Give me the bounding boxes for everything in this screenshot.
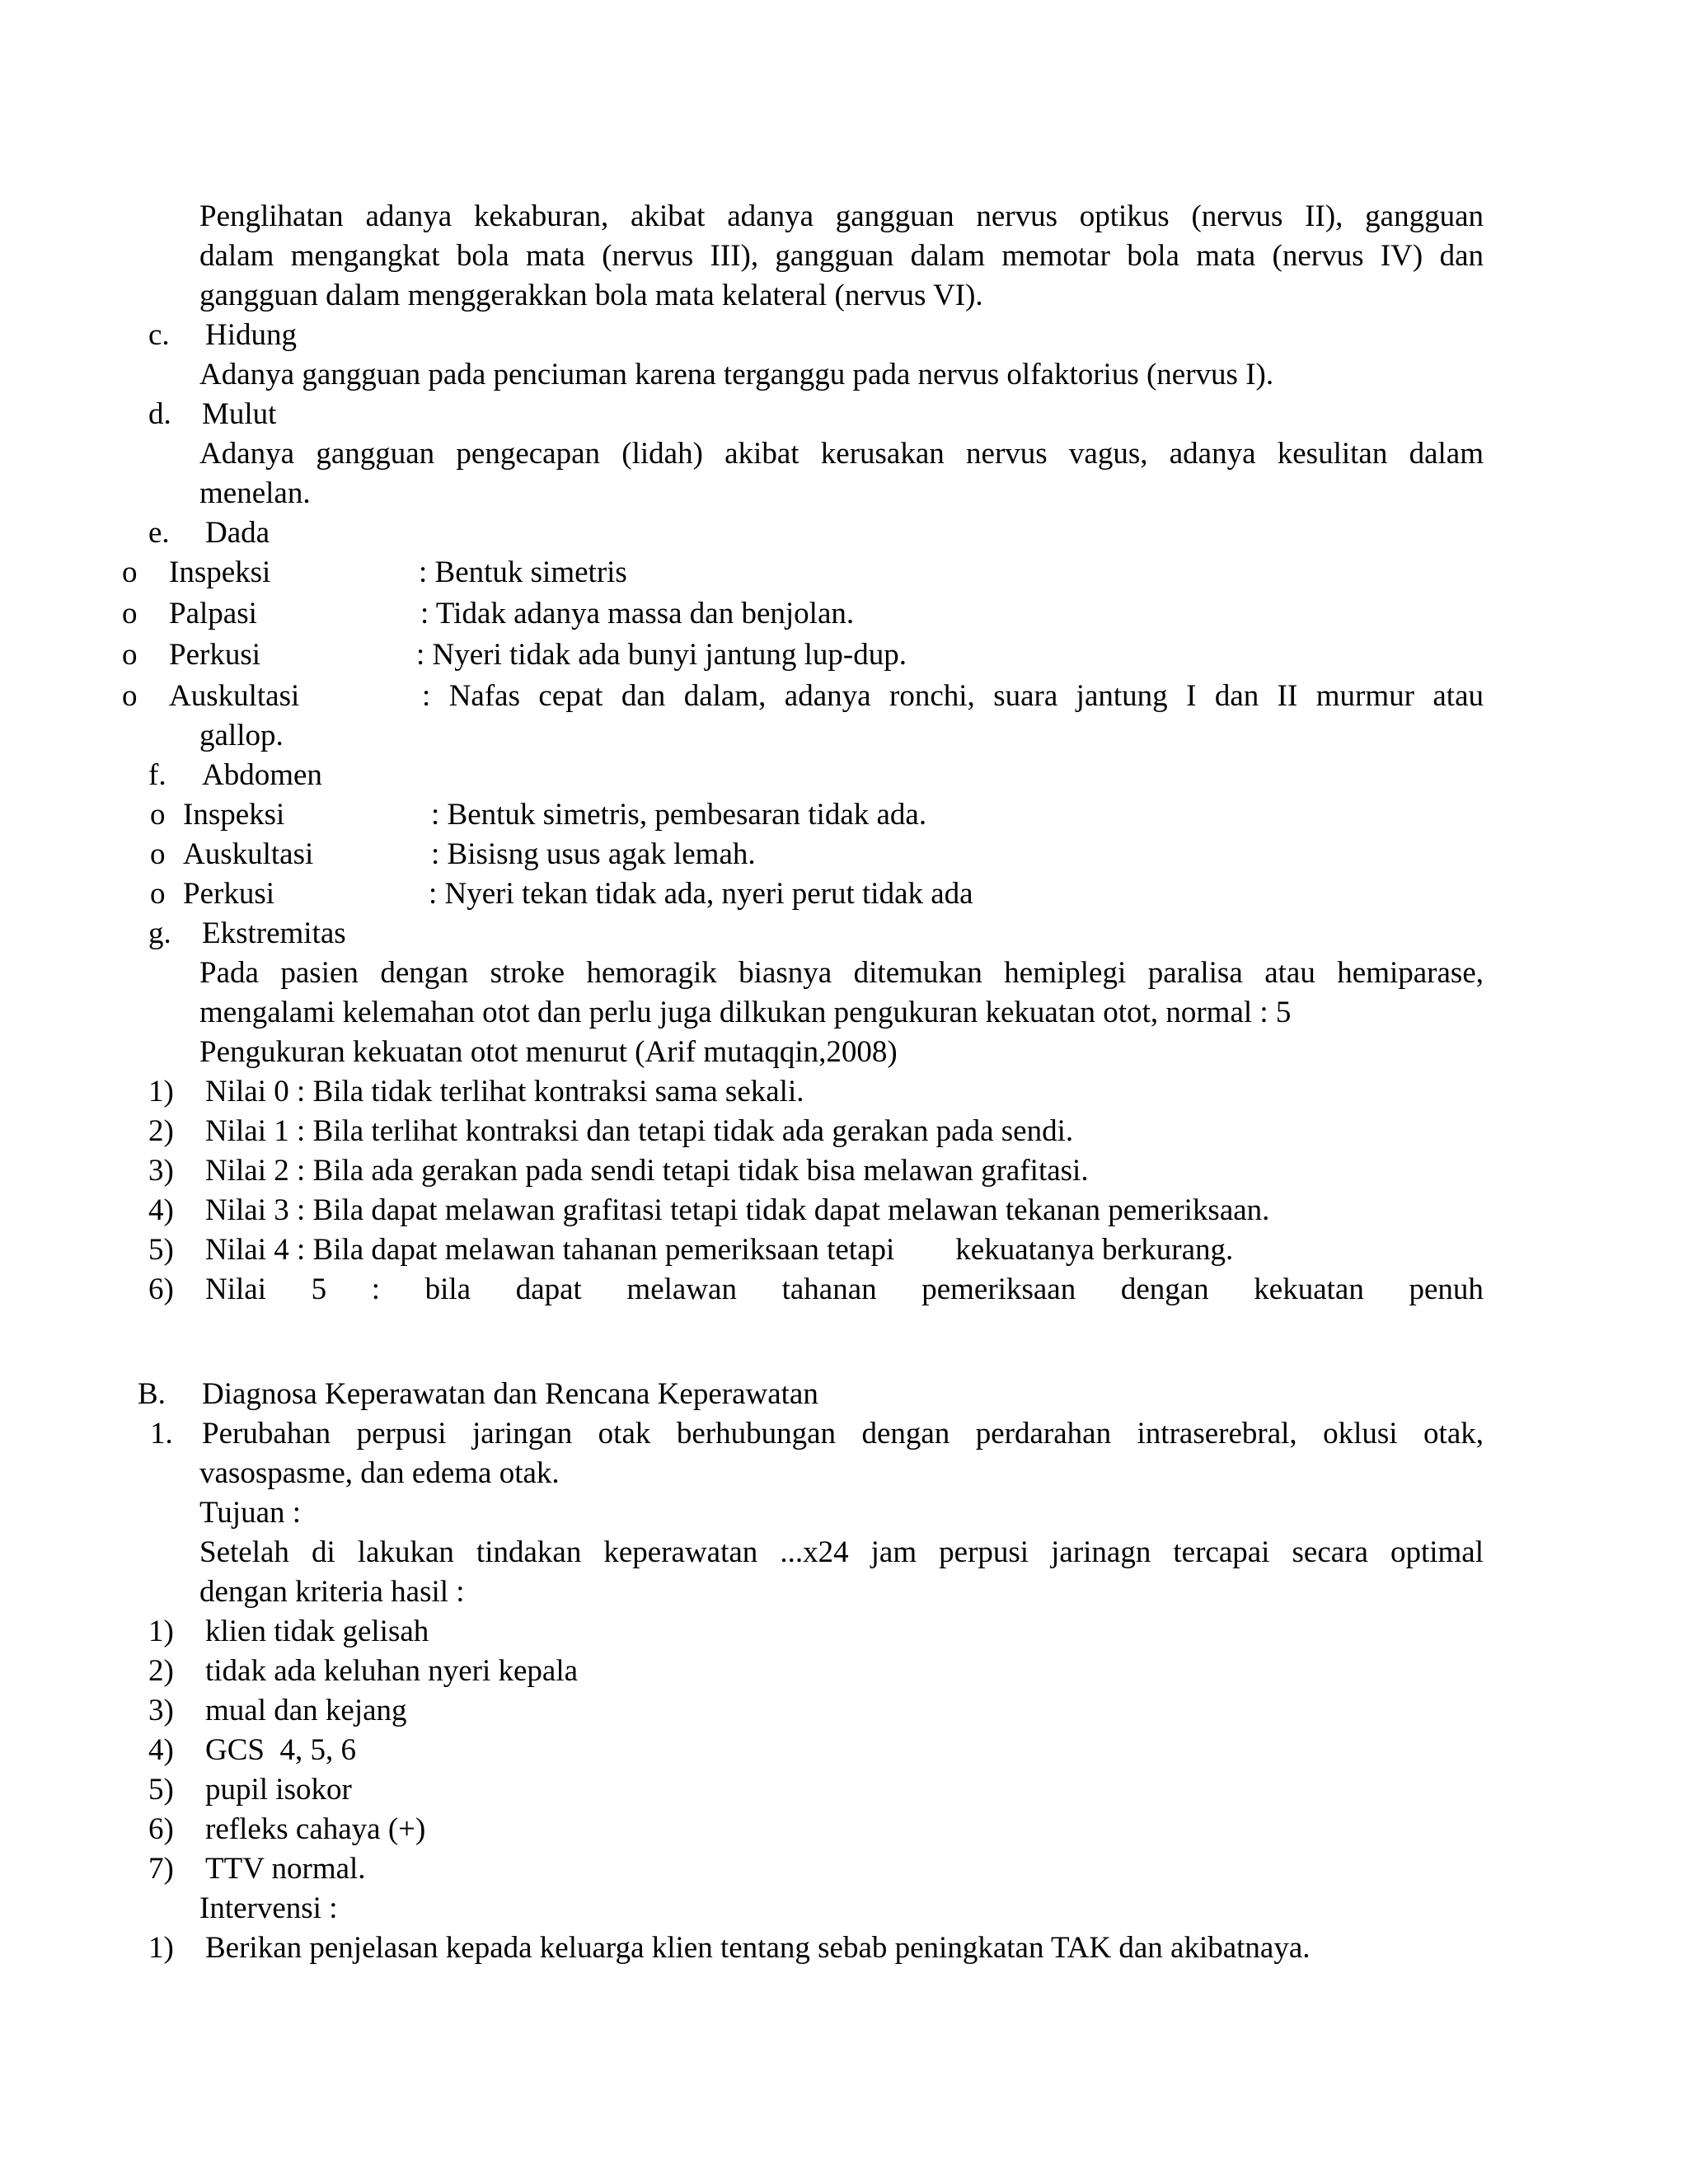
section-b-heading: Diagnosa Keperawatan dan Rencana Keperawatan [202, 1377, 818, 1411]
nilai-6-word: Nilai [205, 1272, 266, 1306]
bullet-icon: o [150, 798, 166, 832]
nilai-text: Nilai 3 : Bila dapat melawan grafitasi tetapi tidak dapat melawan tekanan pemeriksaan. [205, 1193, 1270, 1227]
mulut-line-2: menelan. [199, 476, 311, 510]
dada-item-label: Inspeksi [169, 555, 271, 589]
abdomen-item-value: : Nyeri tekan tidak ada, nyeri perut tidak ada [429, 877, 973, 911]
mulut-line-1: Adanya gangguan pengecapan (lidah) akibat kerusakan nervus vagus, adanya kesulitan dalam [199, 437, 1484, 471]
dada-item-label: Perkusi [169, 638, 260, 672]
abdomen-heading: Abdomen [202, 758, 322, 792]
nilai-text: Nilai 4 : Bila dapat melawan tahanan pemeriksaan tetapi kekuatanya berkurang. [205, 1233, 1234, 1267]
intervensi-label: Intervensi : [199, 1891, 338, 1925]
dada-item-value: : Tidak adanya massa dan benjolan. [420, 597, 855, 630]
abdomen-item-value: : Bentuk simetris, pembesaran tidak ada. [431, 798, 927, 832]
tujuan-line-2: dengan kriteria hasil : [199, 1575, 465, 1609]
bullet-icon: o [122, 679, 138, 713]
intervensi-num: 1) [148, 1931, 174, 1965]
dada-item-palpasi [0, 594, 1484, 634]
intervensi-text: Berikan penjelasan kepada keluarga klien tentang sebab peningkatan TAK dan akibatnaya. [205, 1931, 1311, 1965]
tujuan-line-1: Setelah di lakukan tindakan keperawatan ...x24 jam perpusi jarinagn tercapai secara optimal [199, 1535, 1484, 1569]
dx-1-line-1: Perubahan perpusi jaringan otak berhubungan dengan perdarahan intraserebral, oklusi otak, [202, 1417, 1484, 1451]
ekstremitas-line-2: mengalami kelemahan otot dan perlu juga dilkukan pengukuran kekuatan otot, normal : 5 [199, 996, 1292, 1029]
ekstremitas-line-3: Pengukuran kekuatan otot menurut (Arif mutaqqin,2008) [199, 1035, 898, 1069]
nilai-num: 3) [148, 1154, 174, 1188]
hidung-marker: c. [148, 318, 170, 352]
ekstremitas-marker: g. [148, 916, 171, 950]
nilai-num: 4) [148, 1193, 174, 1227]
kriteria-num: 3) [148, 1694, 174, 1727]
nilai-6-word: kekuatan [1254, 1272, 1364, 1306]
kriteria-num: 5) [148, 1773, 174, 1807]
kriteria-num: 2) [148, 1654, 174, 1688]
dada-item-label: Palpasi [169, 597, 257, 630]
kriteria-num: 4) [148, 1733, 174, 1767]
abdomen-item-inspeksi [0, 795, 1484, 835]
nilai-num: 1) [148, 1075, 174, 1108]
intro-line-2: dalam mengangkat bola mata (nervus III), gangguan dalam memotar bola mata (nervus IV) dan [199, 239, 1484, 273]
nilai-6-word: bila [424, 1272, 471, 1306]
nilai-text: Nilai 2 : Bila ada gerakan pada sendi tetapi tidak bisa melawan grafitasi. [205, 1154, 1089, 1188]
kriteria-num: 6) [148, 1812, 174, 1846]
nilai-6-word: dengan [1120, 1272, 1209, 1306]
abdomen-item-auskultasi [0, 835, 1484, 874]
bullet-icon: o [150, 837, 166, 871]
abdomen-item-value: : Bisisng usus agak lemah. [431, 837, 756, 871]
nilai-6-word: dapat [515, 1272, 582, 1306]
dada-item-value: : Bentuk simetris [419, 555, 627, 589]
kriteria-text: TTV normal. [205, 1852, 366, 1886]
nilai-num: 5) [148, 1233, 174, 1267]
ekstremitas-heading: Ekstremitas [202, 916, 346, 950]
nilai-6-word: penuh [1409, 1272, 1484, 1306]
nilai-6-word: tahanan [781, 1272, 877, 1306]
dx-1-line-2: vasospasme, dan edema otak. [199, 1456, 560, 1490]
nilai-6-word: pemeriksaan [921, 1272, 1076, 1306]
dada-item-inspeksi [0, 553, 1484, 593]
dada-marker: e. [148, 516, 170, 550]
dada-item-auskultasi [0, 677, 1484, 716]
intro-line-3: gangguan dalam menggerakkan bola mata kelateral (nervus VI). [199, 279, 983, 312]
nilai-6-word: melawan [626, 1272, 737, 1306]
bullet-icon: o [122, 638, 138, 672]
abdomen-item-perkusi [0, 874, 1484, 914]
nilai-6-word: 5 [311, 1272, 327, 1306]
intro-line-1: Penglihatan adanya kekaburan, akibat adanya gangguan nervus optikus (nervus II), gangguan [199, 199, 1484, 233]
dada-heading: Dada [205, 516, 270, 550]
bullet-icon: o [122, 597, 138, 630]
nilai-6-word: : [371, 1272, 380, 1306]
kriteria-text: tidak ada keluhan nyeri kepala [205, 1654, 579, 1688]
hidung-heading: Hidung [205, 318, 297, 352]
nilai-6-line [205, 1270, 1484, 1310]
kriteria-text: mual dan kejang [205, 1694, 407, 1727]
abdomen-item-label: Inspeksi [183, 798, 285, 832]
section-b-marker: B. [138, 1377, 166, 1411]
bullet-icon: o [122, 555, 138, 589]
tujuan-label: Tujuan : [199, 1496, 302, 1530]
hidung-text: Adanya gangguan pada penciuman karena terganggu pada nervus olfaktorius (nervus I). [199, 358, 1274, 391]
abdomen-marker: f. [148, 758, 166, 792]
kriteria-num: 7) [148, 1852, 174, 1886]
dx-1-num: 1. [150, 1417, 173, 1451]
nilai-text: Nilai 0 : Bila tidak terlihat kontraksi sama sekali. [205, 1075, 804, 1108]
kriteria-text: pupil isokor [205, 1773, 352, 1807]
kriteria-text: refleks cahaya (+) [205, 1812, 426, 1846]
kriteria-text: klien tidak gelisah [205, 1615, 429, 1648]
kriteria-num: 1) [148, 1615, 174, 1648]
dada-item-value: : Nafas cepat dan dalam, adanya ronchi, suara jantung I dan II murmur atau [422, 679, 1484, 713]
ekstremitas-line-1: Pada pasien dengan stroke hemoragik biasnya ditemukan hemiplegi paralisa atau hemiparase, [199, 956, 1484, 990]
bullet-icon: o [150, 877, 166, 911]
mulut-heading: Mulut [202, 397, 277, 431]
abdomen-item-label: Auskultasi [183, 837, 314, 871]
dada-item-label: Auskultasi [169, 679, 300, 713]
dada-item-auskultasi-cont: gallop. [199, 719, 284, 752]
abdomen-item-label: Perkusi [183, 877, 274, 911]
nilai-num: 2) [148, 1114, 174, 1148]
kriteria-text: GCS 4, 5, 6 [205, 1733, 356, 1767]
dada-item-perkusi [0, 635, 1484, 675]
mulut-marker: d. [148, 397, 171, 431]
nilai-text: Nilai 1 : Bila terlihat kontraksi dan tetapi tidak ada gerakan pada sendi. [205, 1114, 1074, 1148]
dada-item-value: : Nyeri tidak ada bunyi jantung lup-dup. [416, 638, 907, 672]
nilai-num: 6) [148, 1272, 174, 1306]
